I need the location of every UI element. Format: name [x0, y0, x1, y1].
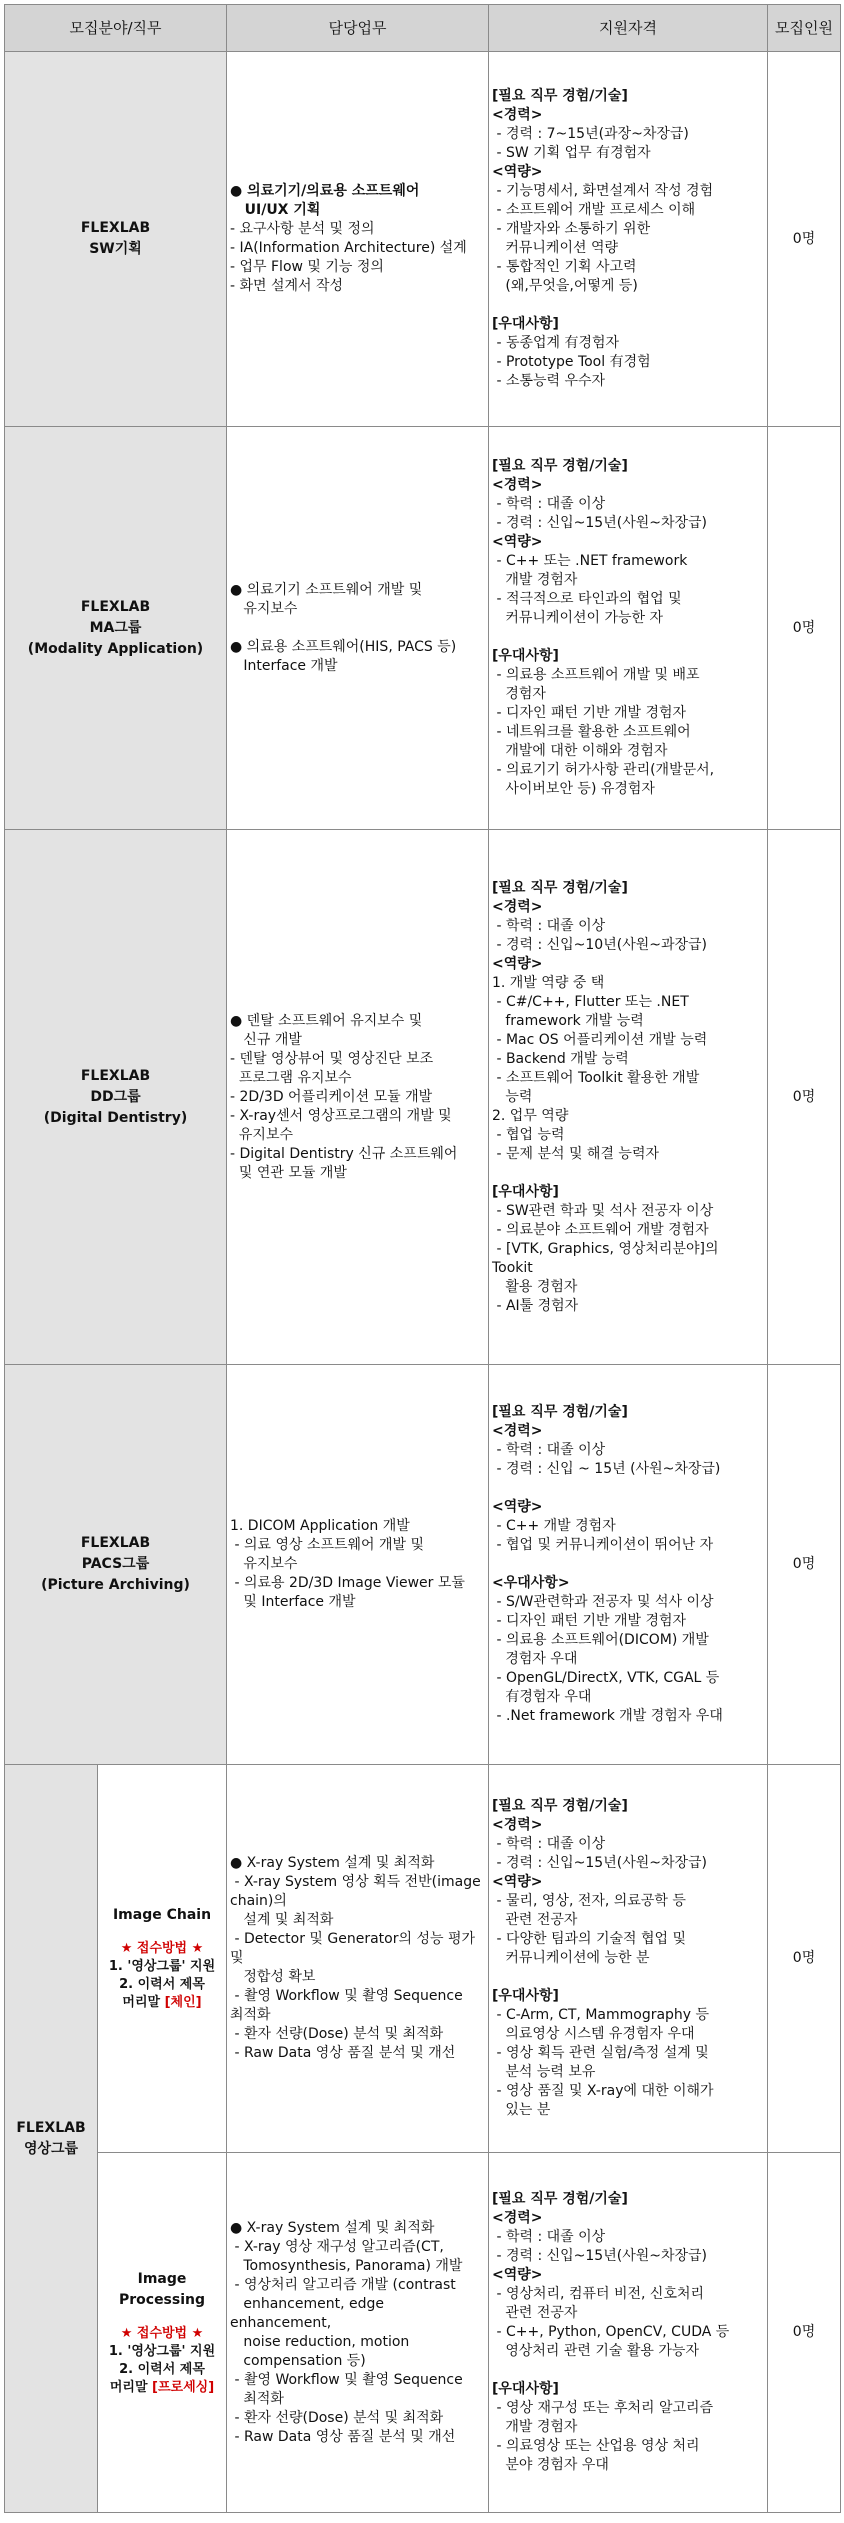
duty-line: - Raw Data 영상 품질 분석 및 개선: [230, 2045, 456, 2061]
duty-line: 최적화: [230, 2007, 271, 2023]
qualification-line: - 학력 : 대졸 이상: [492, 496, 606, 512]
qualification-line: - 영상처리, 컴퓨터 비전, 신호처리: [492, 2286, 705, 2302]
job-row: [5, 1765, 841, 2153]
job-row: [5, 427, 841, 830]
qualification-line: - S/W관련학과 전공자 및 석사 이상: [492, 1594, 714, 1610]
qualification-line: [필요 직무 경험/기술]: [492, 2191, 628, 2207]
duty-line: - 화면 설계서 작성: [230, 278, 344, 294]
job-count: 0명: [768, 52, 841, 427]
qualification-line: (왜,무엇을,어떻게 등): [492, 278, 638, 294]
qualification-line: [492, 1479, 761, 1498]
qualification-line: [필요 직무 경험/기술]: [492, 1404, 628, 1420]
apply-method-text: 2. 이력서 제목: [119, 1977, 205, 1992]
qualification-line: - 경력 : 신입~15년(사원~차장급): [492, 1855, 708, 1871]
qualification-line: - 학력 : 대졸 이상: [492, 1442, 606, 1458]
qualification-line: - 다양한 팀과의 기술적 협업 및: [492, 1931, 687, 1947]
qualification-line: [우대사항]: [492, 2381, 559, 2397]
header-qual: 지원자격: [489, 5, 768, 52]
duty-line: - 의료용 2D/3D Image Viewer 모듈: [230, 1575, 465, 1591]
apply-method-text: 2. 이력서 제목: [119, 2361, 205, 2377]
duty-line: ● 의료기기 소프트웨어 개발 및: [230, 581, 423, 598]
qualification-line: - 기능명세서, 화면설계서 작성 경험: [492, 183, 714, 199]
qualification-line: [492, 1968, 761, 1987]
qualification-line: 커뮤니케이션이 가능한 자: [492, 610, 664, 626]
qualification-line: <경력>: [492, 2210, 543, 2226]
job-count: 0명: [768, 427, 841, 830]
qualification-line: [492, 1164, 761, 1183]
duty-line: noise reduction, motion: [230, 2333, 410, 2350]
qualification-line: <경력>: [492, 477, 543, 493]
qualification-line: - 의료영상 또는 산업용 영상 처리: [492, 2438, 700, 2454]
qualification-line: - 협업 능력: [492, 1126, 565, 1143]
job-field-line: PACS그룹: [81, 1556, 150, 1572]
apply-method-tag: [체인]: [164, 1995, 202, 2010]
sub-field-name: Image Chain: [112, 1907, 212, 1923]
qualification-line: - 개발자와 소통하기 위한: [492, 221, 651, 237]
apply-method-tag: [프로세싱]: [152, 2379, 215, 2395]
qualification-line: [492, 2361, 761, 2380]
qualification-line: 경험자 우대: [492, 1651, 578, 1667]
duty-line: ● 의료용 소프트웨어(HIS, PACS 등): [230, 638, 457, 655]
qualification-line: - 네트워크를 활용한 소프트웨어: [492, 724, 691, 740]
qualification-line: 능력: [492, 1088, 533, 1105]
qualification-line: - 소통능력 우수자: [492, 373, 606, 389]
qualification-line: - 경력 : 신입 ~ 15년 (사원~차장급): [492, 1461, 721, 1477]
qualification-line: <역량>: [492, 164, 543, 180]
qualification-line: - 경력 : 신입~15년(사원~차장급): [492, 2248, 708, 2264]
duty-line: UI/UX 기획: [230, 202, 321, 218]
qualification-line: - 적극적으로 타인과의 협업 및: [492, 591, 682, 607]
duty-line: compensation 등): [230, 2352, 366, 2369]
duty-line: - X-ray 영상 재구성 알고리즘(CT,: [230, 2238, 444, 2255]
job-duty: [227, 427, 489, 830]
qualification-line: <우대사항>: [492, 1575, 570, 1591]
qualification-line: - Backend 개발 능력: [492, 1050, 629, 1067]
apply-method-line: [98, 1958, 226, 1976]
qualification-line: - 학력 : 대졸 이상: [492, 2229, 606, 2245]
job-field-line: (Modality Application): [27, 640, 204, 657]
apply-method-text: 1. '영상그룹' 지원: [108, 1959, 216, 1974]
apply-method: [98, 2325, 226, 2397]
job-row: [5, 830, 841, 1365]
qualification-line: - 의료분야 소프트웨어 개발 경험자: [492, 1221, 709, 1238]
qualification-line: 있는 분: [492, 2102, 551, 2118]
apply-method-title: ★ 접수방법 ★: [120, 2325, 204, 2341]
qualification-line: - AI툴 경험자: [492, 1297, 579, 1314]
qualification-line: - 경력 : 7~15년(과장~차장급): [492, 126, 689, 142]
job-count: 0명: [768, 1765, 841, 2153]
apply-method-line: [98, 2343, 226, 2361]
qualification-line: - 경력 : 신입~15년(사원~차장급): [492, 515, 708, 531]
duty-line: 프로그램 유지보수: [230, 1069, 352, 1086]
duty-line: - 환자 선량(Dose) 분석 및 최적화: [230, 2026, 444, 2042]
qualification-line: - C-Arm, CT, Mammography 등: [492, 2007, 710, 2023]
job-duty: [227, 1765, 489, 2153]
duty-line: - Detector 및 Generator의 성능 평가: [230, 1931, 475, 1947]
job-count: 0명: [768, 2153, 841, 2513]
header-field: 모집분야/직무: [5, 5, 227, 52]
qualification-line: 개발 경험자: [492, 2419, 578, 2435]
qualification-line: 커뮤니케이션에 능한 분: [492, 1950, 650, 1966]
job-duty: [227, 830, 489, 1365]
qualification-line: 관련 전공자: [492, 1912, 578, 1928]
job-row: [5, 52, 841, 427]
apply-method-text: 1. '영상그룹' 지원: [108, 2343, 216, 2359]
header-duty: 담당업무: [227, 5, 489, 52]
qualification-line: 분야 경험자 우대: [492, 2457, 609, 2473]
qualification-line: 개발 경험자: [492, 572, 578, 588]
qualification-line: <경력>: [492, 107, 543, 123]
duty-line: 설계 및 최적화: [230, 1912, 334, 1928]
apply-method: [98, 1940, 226, 2012]
duty-line: - 덴탈 영상뷰어 및 영상진단 보조: [230, 1050, 434, 1067]
duty-line: - 촬영 Workflow 및 촬영 Sequence: [230, 2371, 463, 2388]
qualification-line: - 디자인 패턴 기반 개발 경험자: [492, 1613, 687, 1629]
qualification-line: - SW 기획 업무 有경험자: [492, 145, 651, 161]
sub-field-name: Processing: [118, 2291, 206, 2308]
duty-line: - 업무 Flow 및 기능 정의: [230, 259, 384, 275]
qualification-line: - C++, Python, OpenCV, CUDA 등: [492, 2324, 730, 2340]
apply-method-line: [98, 1994, 226, 2012]
duty-line: Interface 개발: [230, 657, 338, 674]
apply-method-line: [98, 2379, 226, 2397]
qualification-line: - 문제 분석 및 해결 능력자: [492, 1145, 659, 1162]
qualification-line: <역량>: [492, 534, 543, 550]
duty-line: - 2D/3D 어플리케이션 모듈 개발: [230, 1088, 433, 1105]
duty-line: 1. DICOM Application 개발: [230, 1518, 410, 1534]
qualification-line: - 학력 : 대졸 이상: [492, 1836, 606, 1852]
qualification-line: - 경력 : 신입~10년(사원~과장급): [492, 936, 708, 953]
header-count: 모집인원: [768, 5, 841, 52]
job-qualification: [489, 52, 768, 427]
qualification-line: - 영상 재구성 또는 후처리 알고리즘: [492, 2400, 714, 2416]
duty-line: 정합성 확보: [230, 1969, 316, 1985]
group-field-line: 영상그룹: [23, 2140, 79, 2157]
qualification-line: 커뮤니케이션 역량: [492, 240, 619, 256]
job-field: [5, 52, 227, 427]
duty-line: ● X-ray System 설계 및 최적화: [230, 2219, 435, 2236]
qualification-line: <경력>: [492, 898, 543, 915]
duty-line: - Raw Data 영상 품질 분석 및 개선: [230, 2428, 456, 2445]
qualification-line: 경험자: [492, 686, 546, 702]
job-field-line: MA그룹: [89, 619, 142, 636]
job-duty: [227, 52, 489, 427]
duty-line: - IA(Information Architecture) 설계: [230, 240, 467, 256]
duty-line: 및 Interface 개발: [230, 1594, 356, 1610]
qualification-line: - 디자인 패턴 기반 개발 경험자: [492, 705, 687, 721]
qualification-line: - Mac OS 어플리케이션 개발 능력: [492, 1031, 708, 1048]
job-qualification: [489, 2153, 768, 2513]
qualification-line: [필요 직무 경험/기술]: [492, 458, 628, 474]
sub-field-name: Image: [137, 2270, 187, 2287]
group-field: [5, 1765, 98, 2513]
job-duty: [227, 1365, 489, 1765]
qualification-line: - 통합적인 기획 사고력: [492, 259, 637, 275]
job-field-line: (Digital Dentistry): [43, 1109, 188, 1126]
apply-method-line: [98, 2361, 226, 2379]
duty-line: - 영상처리 알고리즘 개발 (contrast: [230, 2276, 456, 2293]
qualification-line: 분석 능력 보유: [492, 2064, 596, 2080]
duty-line: - 촬영 Workflow 및 촬영 Sequence: [230, 1988, 463, 2004]
qualification-line: 관련 전공자: [492, 2305, 578, 2321]
duty-line: [230, 619, 482, 638]
qualification-line: [우대사항]: [492, 1988, 559, 2004]
qualification-line: framework 개발 능력: [492, 1012, 644, 1029]
qualification-line: 有경험자 우대: [492, 1689, 592, 1705]
duty-line: - X-ray System 영상 획득 전반(image: [230, 1874, 481, 1890]
job-qualification: [489, 830, 768, 1365]
duty-line: 최적화: [230, 2390, 284, 2407]
job-row: [5, 2153, 841, 2513]
job-field: [5, 427, 227, 830]
qualification-line: - .Net framework 개발 경험자 우대: [492, 1708, 723, 1724]
duty-line: 및 연관 모듈 개발: [230, 1164, 347, 1181]
job-qualification: [489, 1765, 768, 2153]
sub-field: [98, 2153, 227, 2513]
duty-line: 신규 개발: [230, 1031, 302, 1048]
apply-method-text: 머리말: [109, 2379, 153, 2395]
job-field-line: FLEXLAB: [80, 1535, 151, 1551]
qualification-line: <역량>: [492, 955, 543, 972]
job-field: [5, 1365, 227, 1765]
qualification-line: - 소프트웨어 Toolkit 활용한 개발: [492, 1069, 700, 1086]
duty-line: ● 덴탈 소프트웨어 유지보수 및: [230, 1012, 423, 1029]
qualification-line: - 영상 품질 및 X-ray에 대한 이해가: [492, 2083, 714, 2099]
qualification-line: - 영상 획득 관련 실험/측정 설계 및: [492, 2045, 709, 2061]
qualification-line: 활용 경험자: [492, 1278, 578, 1295]
qualification-line: - [VTK, Graphics, 영상처리분야]의: [492, 1240, 719, 1257]
job-field: [5, 830, 227, 1365]
qualification-line: - OpenGL/DirectX, VTK, CGAL 등: [492, 1670, 720, 1686]
job-row: [5, 1365, 841, 1765]
duty-line: 및: [230, 1950, 244, 1966]
qualification-line: - 의료용 소프트웨어(DICOM) 개발: [492, 1632, 709, 1648]
qualification-line: - 의료용 소프트웨어 개발 및 배포: [492, 667, 700, 683]
qualification-line: [492, 296, 761, 315]
qualification-line: - Prototype Tool 有경험: [492, 354, 651, 370]
qualification-line: <경력>: [492, 1423, 543, 1439]
qualification-line: 영상처리 관련 기술 활용 가능자: [492, 2343, 699, 2359]
qualification-line: [필요 직무 경험/기술]: [492, 1798, 628, 1814]
qualification-line: - 소프트웨어 개발 프로세스 이해: [492, 202, 696, 218]
job-field-line: SW기획: [89, 241, 142, 257]
header-row: [5, 5, 841, 52]
duty-line: chain)의: [230, 1893, 287, 1909]
group-field-line: FLEXLAB: [16, 2119, 86, 2136]
job-count: 0명: [768, 830, 841, 1365]
qualification-line: - C#/C++, Flutter 또는 .NET: [492, 993, 689, 1010]
duty-line: - Digital Dentistry 신규 소프트웨어: [230, 1145, 458, 1162]
job-qualification: [489, 427, 768, 830]
duty-line: Tomosynthesis, Panorama) 개발: [230, 2257, 463, 2274]
job-duty: [227, 2153, 489, 2513]
job-qualification: [489, 1365, 768, 1765]
apply-method-line: [98, 1976, 226, 1994]
qualification-line: - 물리, 영상, 전자, 의료공학 등: [492, 1893, 686, 1909]
job-field-line: FLEXLAB: [80, 220, 151, 236]
job-field-line: FLEXLAB: [80, 598, 151, 615]
qualification-line: Tookit: [492, 1259, 533, 1276]
qualification-line: - 의료기기 허가사항 관리(개발문서,: [492, 762, 715, 778]
duty-line: 유지보수: [230, 600, 298, 617]
qualification-line: <경력>: [492, 1817, 543, 1833]
qualification-line: [492, 628, 761, 647]
qualification-line: <역량>: [492, 1874, 543, 1890]
qualification-line: - C++ 또는 .NET framework: [492, 553, 688, 569]
duty-line: - 환자 선량(Dose) 분석 및 최적화: [230, 2409, 444, 2426]
qualification-line: 의료영상 시스템 유경험자 우대: [492, 2026, 695, 2042]
job-table: [4, 4, 841, 2513]
qualification-line: - C++ 개발 경험자: [492, 1518, 616, 1534]
job-count: 0명: [768, 1365, 841, 1765]
apply-method-text: 머리말: [122, 1995, 165, 2010]
qualification-line: - 동종업계 有경험자: [492, 335, 620, 351]
qualification-line: - 협업 및 커뮤니케이션이 뛰어난 자: [492, 1537, 714, 1553]
qualification-line: [우대사항]: [492, 648, 559, 664]
job-field-line: FLEXLAB: [80, 1067, 151, 1084]
qualification-line: [필요 직무 경험/기술]: [492, 88, 628, 104]
qualification-line: 1. 개발 역량 중 택: [492, 974, 605, 991]
qualification-line: <역량>: [492, 1499, 543, 1515]
qualification-line: 개발에 대한 이해와 경험자: [492, 743, 668, 759]
duty-line: - 의료 영상 소프트웨어 개발 및: [230, 1537, 425, 1553]
sub-field: [98, 1765, 227, 2153]
duty-line: - X-ray센서 영상프로그램의 개발 및: [230, 1107, 452, 1124]
qualification-line: [우대사항]: [492, 316, 559, 332]
apply-method-title: ★ 접수방법 ★: [120, 1941, 204, 1956]
qualification-line: [필요 직무 경험/기술]: [492, 879, 628, 896]
qualification-line: - SW관련 학과 및 석사 전공자 이상: [492, 1202, 714, 1219]
duty-line: ● X-ray System 설계 및 최적화: [230, 1855, 435, 1871]
duty-line: ● 의료기기/의료용 소프트웨어: [230, 183, 420, 199]
qualification-line: [492, 1555, 761, 1574]
duty-line: enhancement, edge enhancement,: [230, 2295, 389, 2331]
qualification-line: [우대사항]: [492, 1183, 559, 1200]
duty-line: 유지보수: [230, 1556, 298, 1572]
qualification-line: <역량>: [492, 2267, 543, 2283]
job-field-line: DD그룹: [90, 1088, 141, 1105]
duty-line: - 요구사항 분석 및 정의: [230, 221, 375, 237]
duty-line: 유지보수: [230, 1126, 294, 1143]
qualification-line: - 학력 : 대졸 이상: [492, 917, 606, 934]
qualification-line: 2. 업무 역량: [492, 1107, 569, 1124]
job-field-line: (Picture Archiving): [41, 1577, 190, 1593]
qualification-line: 사이버보안 등) 유경험자: [492, 781, 655, 797]
